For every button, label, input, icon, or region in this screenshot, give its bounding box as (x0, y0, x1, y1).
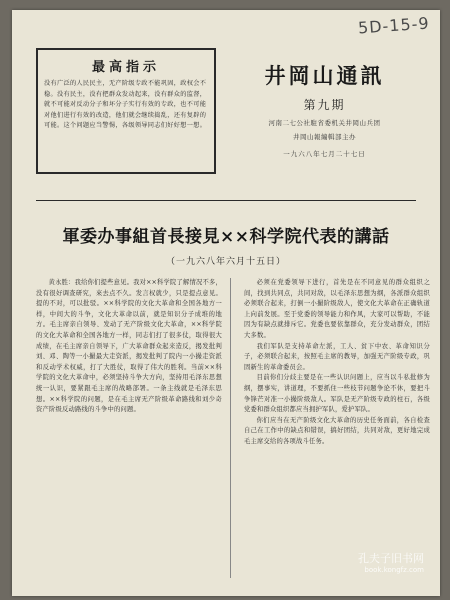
header-rule (36, 200, 416, 201)
article-paragraph: 必须在党委领导下进行，首先是在不同意见的群众组织之间，找到共同点，共同对敌，以毛泽东思想为纲，各派群众组织必须联合起来，打倒一小撮阶级敌人，使文化大革命在正确轨道上向前发展。至于党委的领导能力和作风，大家可以帮助，不能因为有缺点就排斥它。党委也要依靠群众，充分发动群众，团结大多数。 (244, 279, 430, 339)
masthead (227, 60, 422, 158)
article-body-right-column (244, 278, 430, 448)
quote-box-title: 最高指示 (91, 60, 160, 75)
editorial-department: 井岡山報編輯部主办 (293, 133, 356, 141)
column-divider (230, 278, 231, 578)
watermark (358, 550, 424, 574)
article-paragraph: 目前你们分歧主要是在一些认识问题上，应当以斗私批修为纲，摆事实，讲道理，不要抓住一些枝节问题争论不休，要把斗争锋芒对准一小撮阶级敌人。军队是无产阶级专政的柱石，各级党委和群众组织都应当拥护军队，爱护军队。 (244, 374, 430, 414)
article-paragraph: 黄永胜：我给你们提些意见。我对××科学院了解情况不多，没有很好调查研究，來去点不久。发言权就少，只是提点意见。提的不对，可以批驳。××科学院的文化大革命和全国各地方一样，中间大的斗争，文化大革命以前，就是知识分子成堆的地方。毛主席亲自领导、发动了无产阶级文化大革命，××科学院的文化大革命和全国各地方一样，同志们打了很多仗，取得很大成绩，在毛主席亲自领导下，广大革命群众起来造反，揭发批判刘、邓、陶等一小撮最大走资派，揭发批判了院内一小撮走资派和反动学术权威，打了大胜仗，取得了伟大的胜利。当前××科学院的文化大革命中，必须坚持斗争大方向，坚持用毛泽东思想统一认识，要紧跟毛主席的战略部署。一条主线就是毛泽东思想。××科学院的问题，是在毛主席无产阶级革命路线和刘少奇资产阶级反动路线的斗争中的问题。 (36, 279, 222, 414)
article-headline: 軍委办事組首長接見××科学院代表的講話 (62, 227, 390, 247)
publication-date: 一九六八年七月二十七日 (283, 150, 366, 158)
document-page (12, 10, 440, 596)
publishing-org: 河南二七公社駐省委机关井岡山兵团 (268, 119, 381, 127)
supreme-instruction-box (36, 48, 216, 174)
publication-title: 井岡山通訊 (264, 63, 385, 88)
article-date: （一九六八年六月十五日） (165, 257, 286, 267)
article-paragraph: 我们军队是支持革命左派，工人、贫下中农、革命知识分子，必须联合起来，按照毛主席的教导，加强无产阶级专政，巩固新生的革命委员会。 (244, 342, 430, 371)
handwritten-annotation: 5D-15-9 (357, 13, 431, 38)
watermark-name: 孔夫子旧书网 (358, 552, 424, 565)
issue-number: 第九期 (303, 98, 346, 112)
quote-box-text: 没有广泛的人民民主，无产阶级专政不能巩固，政权会不稳。没有民主，没有把群众发动起来，没有群众的监督，就不可能对反动分子和坏分子实行有效的专政，也不可能对他们进行有效的改造，他们就会继续捣乱，还有复辟的可能。这个问题应当警惕，各级领导同志们好好想一想。 (44, 80, 207, 129)
article-paragraph: 你们应当在无产阶级文化大革命的历史任务面前，各自检查自己在工作中的缺点和错误，搞好团结，共同对敌，更好地完成毛主席交给的各项战斗任务。 (244, 416, 430, 445)
article-body-left-column (36, 278, 222, 416)
watermark-url: book.kongfz.com (364, 566, 424, 574)
